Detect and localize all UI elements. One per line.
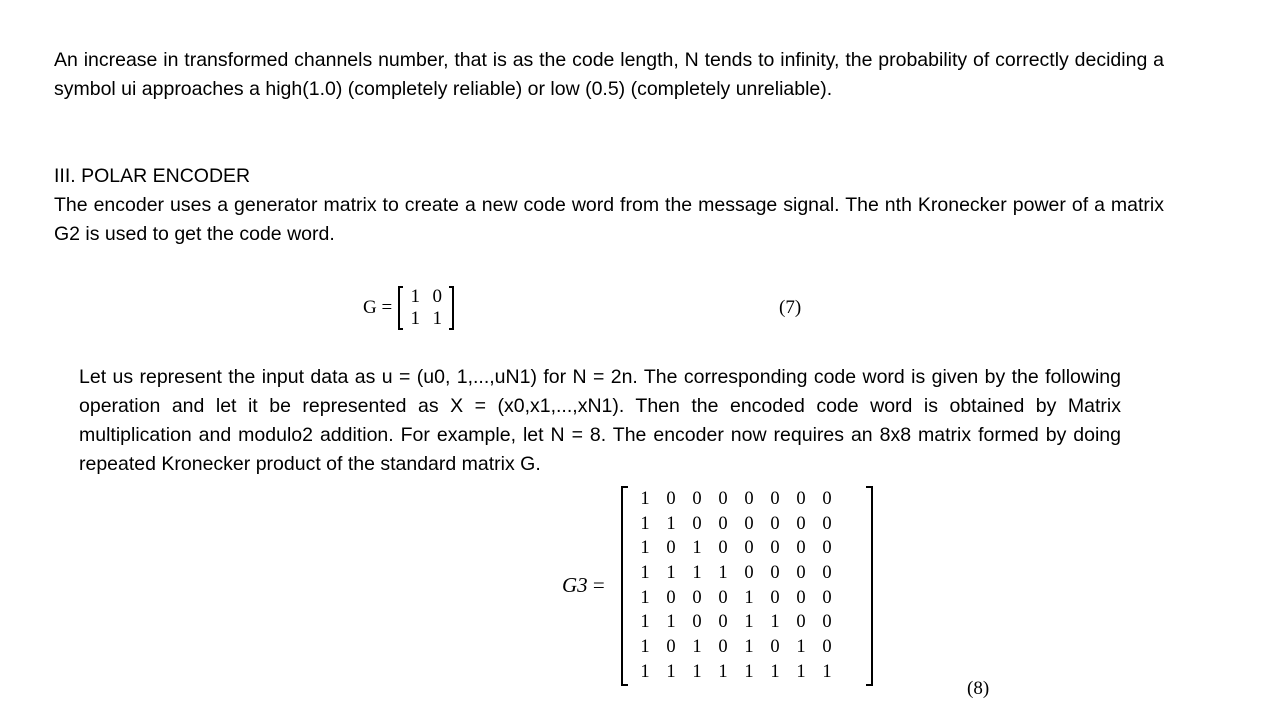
equation-7-label: G = [363, 297, 393, 318]
matrix-cell: 0 [796, 538, 806, 559]
equation-7 [363, 286, 454, 330]
matrix-cell: 0 [666, 587, 676, 608]
matrix-cell: 1 [432, 308, 442, 329]
matrix-cell: 0 [822, 612, 832, 633]
matrix-cell: 1 [666, 661, 676, 682]
matrix-cell: 0 [692, 488, 702, 509]
matrix-cell: 1 [410, 308, 420, 329]
encoder-paragraph: The encoder uses a generator matrix to create a new code word from the message signal. The nth Kronecker power of a matrix G2 is used to get the code word. [54, 194, 1164, 245]
equation-8-number: (8) [967, 678, 990, 699]
matrix-cell: 0 [822, 488, 832, 509]
matrix-cell: 0 [432, 286, 442, 307]
matrix-cell: 1 [666, 562, 676, 583]
equation-7-number: (7) [779, 297, 802, 318]
matrix-cell: 0 [796, 562, 806, 583]
matrix-cell: 1 [692, 661, 702, 682]
matrix-cell: 1 [640, 488, 650, 509]
matrix-cell: 1 [666, 612, 676, 633]
matrix-cell: 0 [718, 612, 728, 633]
matrix-cell: 0 [770, 488, 780, 509]
section-heading: III. POLAR ENCODER [54, 165, 251, 187]
matrix-cell: 1 [640, 562, 650, 583]
matrix-g3-grid [632, 487, 840, 685]
equation-8-symbol: G3 [562, 573, 588, 597]
matrix-cell: 1 [744, 661, 754, 682]
matrix-cell: 0 [718, 587, 728, 608]
intro-paragraph: An increase in transformed channels number, that is as the code length, N tends to infinity, the probability of correctly deciding a symbol ui approaches a high(1.0) (completely reliable) or low (0.5) (completely unreliable). [54, 49, 1164, 100]
matrix-cell: 1 [770, 661, 780, 682]
matrix-cell: 0 [796, 513, 806, 534]
matrix-cell: 0 [770, 538, 780, 559]
matrix-cell: 0 [692, 587, 702, 608]
matrix-cell: 1 [640, 513, 650, 534]
matrix-cell: 0 [744, 513, 754, 534]
matrix-cell: 1 [692, 538, 702, 559]
matrix-g2 [398, 286, 454, 330]
matrix-cell: 0 [770, 636, 780, 657]
matrix-cell: 1 [640, 612, 650, 633]
matrix-cell: 0 [744, 562, 754, 583]
matrix-cell: 0 [796, 488, 806, 509]
matrix-cell: 1 [744, 612, 754, 633]
matrix-cell: 0 [822, 513, 832, 534]
matrix-g3 [621, 486, 873, 686]
matrix-cell: 1 [744, 587, 754, 608]
matrix-cell: 0 [718, 513, 728, 534]
matrix-cell: 1 [692, 636, 702, 657]
matrix-cell: 1 [640, 538, 650, 559]
matrix-cell: 1 [640, 661, 650, 682]
matrix-cell: 0 [822, 538, 832, 559]
matrix-cell: 1 [796, 636, 806, 657]
matrix-cell: 0 [796, 612, 806, 633]
matrix-cell: 1 [410, 286, 420, 307]
matrix-cell: 0 [770, 587, 780, 608]
matrix-cell: 0 [666, 488, 676, 509]
matrix-cell: 1 [822, 661, 832, 682]
matrix-cell: 1 [744, 636, 754, 657]
matrix-cell: 0 [822, 636, 832, 657]
matrix-cell: 0 [744, 538, 754, 559]
input-data-paragraph: Let us represent the input data as u = (u0, 1,...,uN1) for N = 2n. The corresponding code word is given by the following operation and let it be represented as X = (x0,x1,...,xN1). Then the encoded code word is obtained by Matrix multiplication and modulo2 addition. For example, let N = 8. The encoder now requires an 8x8 matrix formed by doing repeated Kronecker product of the standard matrix G. [79, 366, 1121, 475]
matrix-cell: 1 [718, 661, 728, 682]
matrix-cell: 0 [770, 562, 780, 583]
matrix-cell: 0 [744, 488, 754, 509]
matrix-cell: 1 [718, 562, 728, 583]
matrix-cell: 0 [718, 488, 728, 509]
matrix-cell: 1 [770, 612, 780, 633]
matrix-cell: 0 [692, 612, 702, 633]
matrix-cell: 0 [718, 538, 728, 559]
matrix-cell: 1 [640, 587, 650, 608]
matrix-cell: 0 [666, 636, 676, 657]
equation-8-label [562, 573, 605, 598]
matrix-cell: 0 [692, 513, 702, 534]
matrix-cell: 0 [718, 636, 728, 657]
matrix-cell: 1 [640, 636, 650, 657]
matrix-cell: 0 [770, 513, 780, 534]
matrix-cell: 1 [666, 513, 676, 534]
matrix-cell: 1 [796, 661, 806, 682]
equation-8-equals: = [592, 573, 605, 597]
matrix-cell: 0 [666, 538, 676, 559]
matrix-cell: 0 [822, 562, 832, 583]
matrix-cell: 0 [822, 587, 832, 608]
matrix-cell: 1 [692, 562, 702, 583]
matrix-cell: 0 [796, 587, 806, 608]
